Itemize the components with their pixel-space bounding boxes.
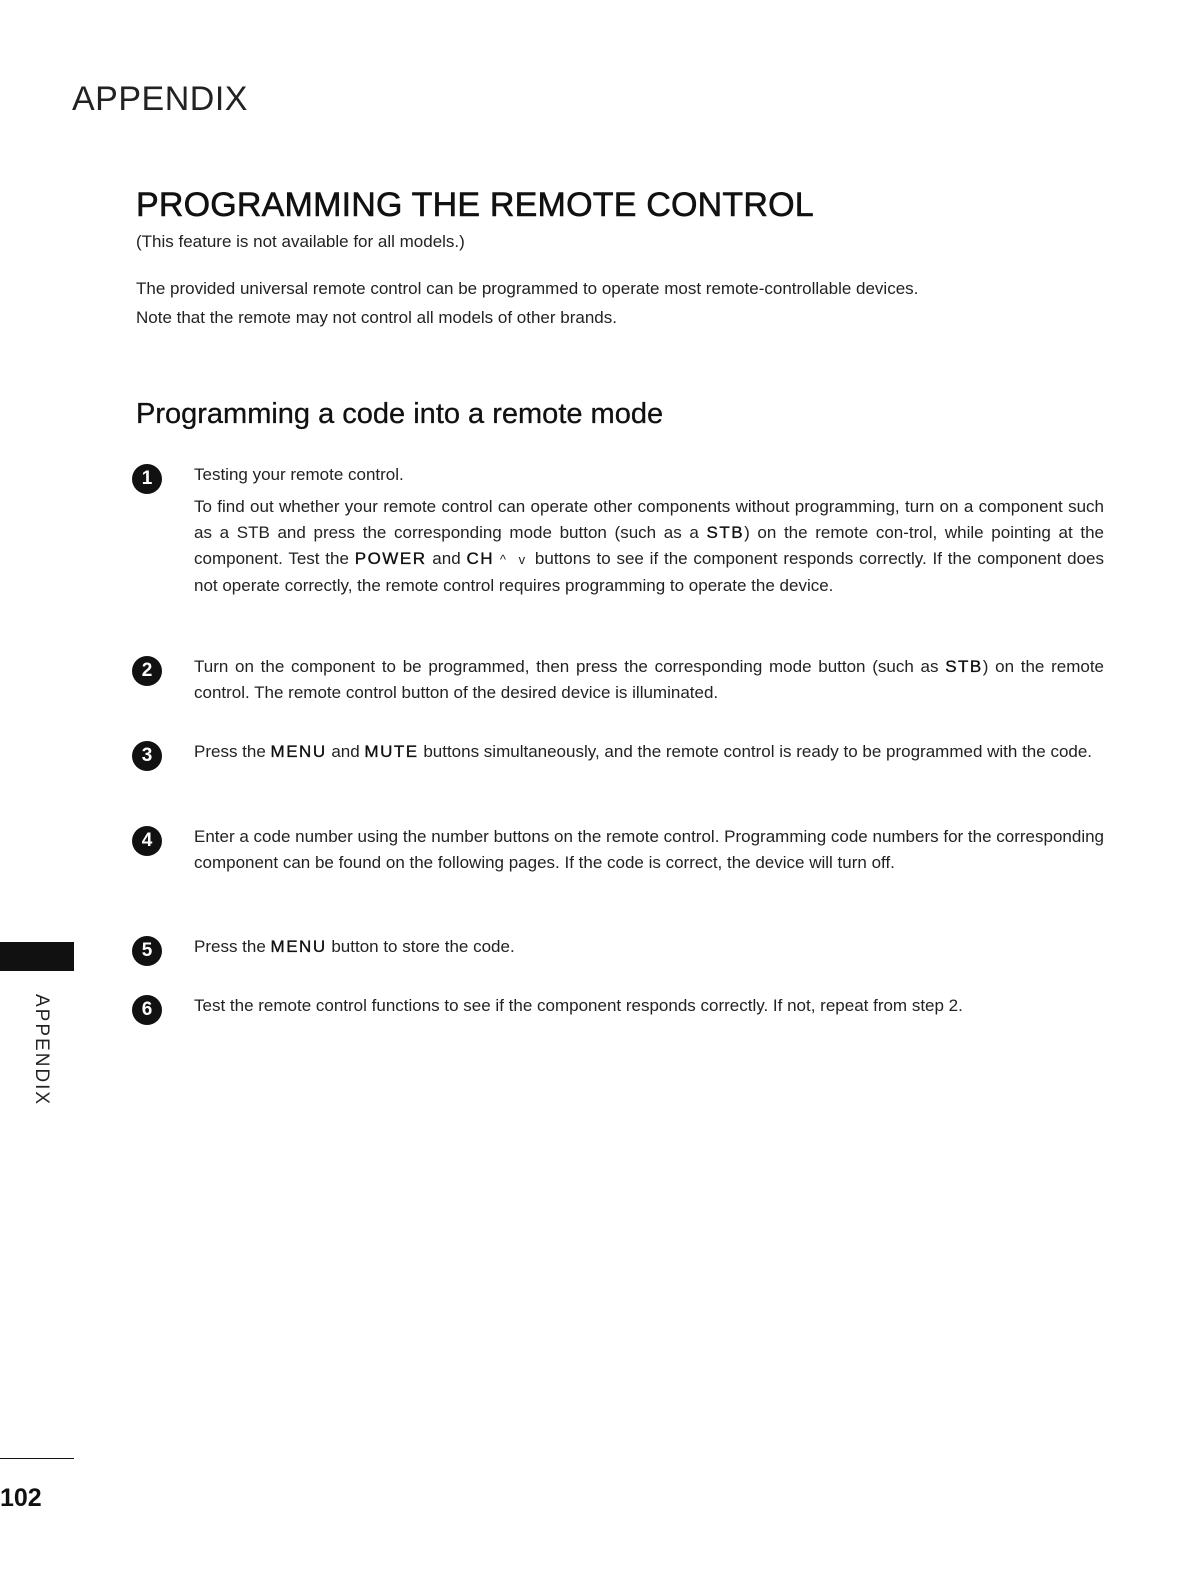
- ch-up-down-arrows-icon: ^ v: [499, 552, 530, 567]
- step-4-body: [194, 824, 1104, 876]
- step-5-text-b: button to store the code.: [326, 937, 515, 956]
- step-1-text-b: ) on the remote con-trol, while pointing at the component. Test the: [194, 523, 1104, 568]
- step-3-text-a: Press the: [194, 742, 271, 761]
- step-1-text: [194, 494, 1104, 599]
- step-6-text: Test the remote control functions to see if the component responds correctly. If not, repeat from step 2.: [194, 996, 963, 1015]
- side-tab-label: APPENDIX: [31, 994, 52, 1107]
- page-number: 102: [0, 1484, 42, 1512]
- step-3-text-b: and: [326, 742, 365, 761]
- step-1-text-c: and: [426, 549, 467, 568]
- step-1-number-badge: 1: [132, 464, 162, 494]
- step-3-body: [194, 739, 1104, 765]
- intro-paragraph: [136, 274, 1086, 332]
- step-3-number-badge: 3: [132, 741, 162, 771]
- intro-line-1: The provided universal remote control can be programmed to operate most remote-controllable devices.: [136, 279, 919, 298]
- menu-button-label: MENU: [270, 937, 327, 956]
- step-2-number-badge: 2: [132, 656, 162, 686]
- menu-button-label: MENU: [270, 742, 327, 761]
- stb-button-label: STB: [945, 657, 983, 676]
- section-header: APPENDIX: [72, 80, 248, 118]
- step-2-text-a: Turn on the component to be programmed, then press the corresponding mode button (such as: [194, 657, 946, 676]
- ch-button-label: CH: [466, 549, 495, 568]
- step-6-number-badge: 6: [132, 995, 162, 1025]
- step-2-body: [194, 654, 1104, 706]
- step-1-body: [194, 462, 1104, 599]
- step-1-lead: Testing your remote control.: [194, 465, 404, 484]
- step-4-number-badge: 4: [132, 826, 162, 856]
- step-5-body: [194, 934, 1104, 960]
- side-tab-marker: [0, 942, 74, 971]
- step-6-body: [194, 993, 1104, 1019]
- step-2-text-b: ) on the remote control. The remote control button of the desired device is illuminated.: [194, 657, 1104, 702]
- step-2-text: [194, 654, 1104, 706]
- step-1-text-d: buttons to see if the component responds correctly. If the component does not operate correctly, the remote control requires programming to operate the device.: [194, 549, 1104, 595]
- power-button-label: POWER: [354, 549, 427, 568]
- subsection-title: Programming a code into a remote mode: [136, 398, 664, 430]
- stb-button-label: STB: [706, 523, 745, 542]
- step-3-text: [194, 739, 1104, 765]
- step-5-number-badge: 5: [132, 936, 162, 966]
- step-3-text-c: buttons simultaneously, and the remote control is ready to be programmed with the code.: [418, 742, 1093, 761]
- availability-note: (This feature is not available for all models.): [136, 232, 465, 251]
- mute-button-label: MUTE: [364, 742, 419, 761]
- footer-rule: [0, 1458, 74, 1459]
- step-4-text: Enter a code number using the number buttons on the remote control. Programming code numbers for the corresponding component can be found on the following pages. If the code is correct, the device will turn off.: [194, 827, 1105, 872]
- step-5-text: [194, 934, 1104, 960]
- step-1-text-a: To find out whether your remote control can operate other components without programming, turn on a component such as a STB and press the corresponding mode button (such as a: [194, 497, 1104, 542]
- page-title: PROGRAMMING THE REMOTE CONTROL: [136, 186, 814, 224]
- intro-line-2: Note that the remote may not control all models of other brands.: [136, 308, 617, 327]
- step-5-text-a: Press the: [194, 937, 271, 956]
